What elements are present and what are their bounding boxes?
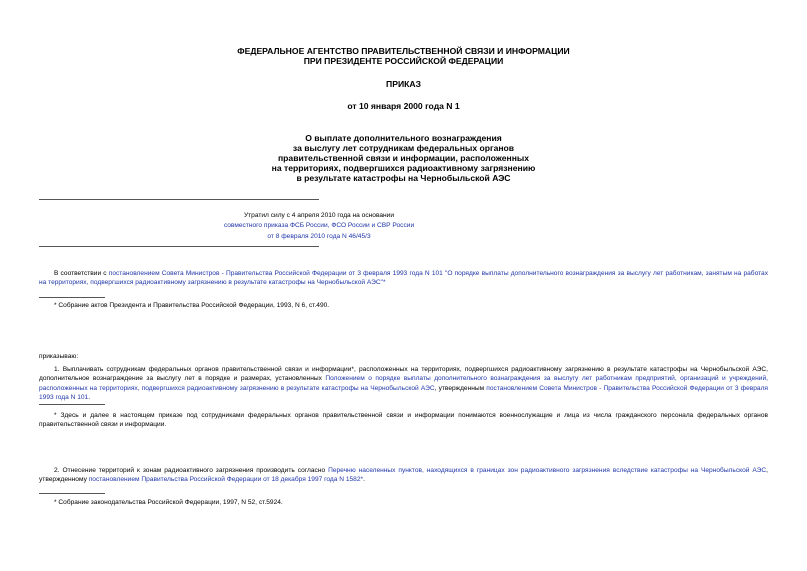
preamble-paragraph xyxy=(39,269,768,288)
footnote-2: * Здесь и далее в настоящем приказе под сотрудниками федеральных органов правительственной связи и информации понимаются военнослужащие и лица из числа гражданского персонала федеральных органов правительственной связи и информации. xyxy=(39,412,768,429)
document-type: ПРИКАЗ xyxy=(386,79,421,89)
item2-text-middle: , утвержденному xyxy=(39,467,768,484)
status-top-rule xyxy=(39,199,319,200)
status-link-order[interactable]: совместного приказа ФСБ России, ФСО России и СВР России xyxy=(223,222,415,229)
title-line3: правительственной связи и информации, расположенных xyxy=(277,153,530,163)
agency-name-line2: ПРИ ПРЕЗИДЕНТЕ РОССИЙСКОЙ ФЕДЕРАЦИИ xyxy=(303,56,504,66)
item2-paragraph xyxy=(39,466,768,485)
item1-text: 1. Выплачивать сотрудникам федеральных органов правительственной связи и информации*, расположенных на территориях, подвергшихся радиоактивному загрязнению в результате катастрофы на Чернобыльской АЭС, дополнительное вознаграждение за выслугу лет в порядке и размерах, установленных xyxy=(39,366,768,383)
footnote-3: * Собрание законодательства Российской Федерации, 1997, N 52, ст.5924. xyxy=(54,499,283,506)
item2-link-resolution-1582[interactable]: постановлением Правительства Российской Федерации от 18 декабря 1997 года N 1582* xyxy=(88,476,364,484)
item1-paragraph xyxy=(39,365,768,402)
title-line4: на территориях, подвергшихся радиоактивному загрязнению xyxy=(271,163,536,173)
item1-text-middle: , утвержденным xyxy=(434,384,487,392)
item2-text-end: . xyxy=(363,476,365,484)
preamble-text: В соответствии с xyxy=(54,270,109,277)
item2-text: 2. Отнесение территорий к зонам радиоактивного загрязнения производить согласно xyxy=(54,467,329,474)
footnote-rule-1 xyxy=(39,297,105,298)
order-word: приказываю: xyxy=(39,353,79,360)
item1-text-end: . xyxy=(88,393,91,401)
item1-link-resolution-101[interactable]: постановлением Совета Министров - Правительства Российской Федерации от 3 февраля 1993 года N 101 xyxy=(39,384,768,401)
title-line2: за выслугу лет сотрудникам федеральных органов xyxy=(292,143,515,153)
footnote-rule-3 xyxy=(39,493,105,494)
title-line1: О выплате дополнительного вознаграждения xyxy=(305,133,502,143)
item1-link-regulation[interactable]: Положением о порядке выплаты дополнительного вознаграждения за выслугу лет работникам предприятий, организаций и учреждений, расположенных на территориях, подвергшихся радиоактивному загрязнению в результате катастрофы на Чернобыльской АЭС xyxy=(39,375,768,392)
agency-name-line1: ФЕДЕРАЛЬНОЕ АГЕНТСТВО ПРАВИТЕЛЬСТВЕННОЙ СВЯЗИ И ИНФОРМАЦИИ xyxy=(237,46,570,56)
footnote-1: * Собрание актов Президента и Правительства Российской Федерации, 1993, N 6, ст.490. xyxy=(54,302,330,309)
preamble-link-resolution-101[interactable]: постановлением Совета Министров - Правительства Российской Федерации от 3 февраля 1993 года N 101 "О порядке выплаты дополнительного вознаграждения за выслугу лет работникам, занятым на работах на территориях, подвергшихся радиоактивному загрязнению в результате катастрофы на Чернобыльской АЭС"* xyxy=(39,270,769,287)
title-line5: в результате катастрофы на Чернобыльской АЭС xyxy=(296,173,511,183)
item2-link-settlements-list[interactable]: Перечню населенных пунктов, находящихся в границах зон радиоактивного загрязнения вследствие катастрофы на Чернобыльской АЭС xyxy=(328,467,767,474)
footnote-rule-2 xyxy=(39,404,105,405)
status-bottom-rule xyxy=(39,246,319,247)
status-line1: Утратил силу с 4 апреля 2010 года на основании xyxy=(243,212,395,219)
status-link-date[interactable]: от 8 февраля 2010 года N 46/45/3 xyxy=(267,233,371,240)
document-date: от 10 января 2000 года N 1 xyxy=(347,101,460,111)
